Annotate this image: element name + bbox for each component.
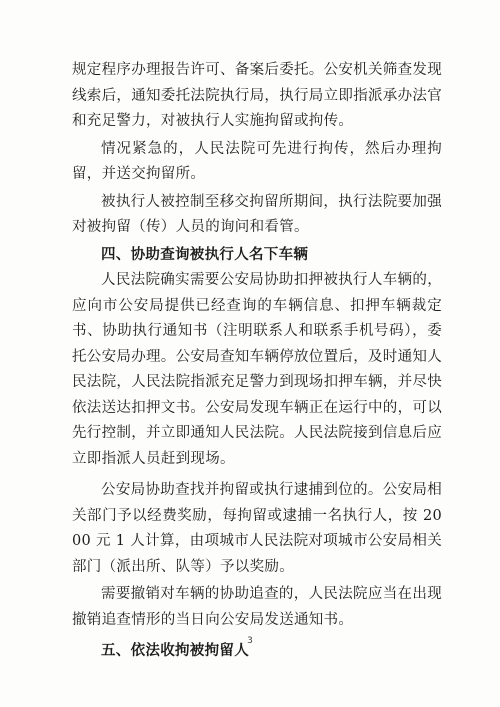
- paragraph-warrant-procedure: 规定程序办理报告许可、备案后委托。公安机关筛查发现线索后，通知委托法院执行局，执行局立即指派承办法官和充足警力，对被执行人实施拘留或拘传。: [72, 62, 442, 129]
- paragraph-custody-supervision: 被执行人被控制至移交拘留所期间，执行法院要加强对被拘留（传）人员的询问和看管。: [72, 193, 442, 235]
- section-heading-vehicle-inquiry: 四、协助查询被执行人名下车辆: [101, 246, 309, 263]
- paragraph-reward: 公安局协助查找并拘留或执行逮捕到位的。公安局相关部门予以经费奖励，每拘留或逮捕一名执行人，按 2000 元 1 人计算，由项城市人民法院对项城市公安局相关部门（派出所、队等）予以奖励。: [72, 482, 442, 575]
- section-heading-detention: 五、依法收拘被拘留人: [101, 643, 249, 659]
- paragraph-emergency-summons: 情况紧急的，人民法院可先进行拘传，然后办理拘留，并送交拘留所。: [72, 140, 442, 182]
- page-number: 3: [247, 636, 253, 646]
- paragraph-vehicle-seizure: 人民法院确实需要公安局协助扣押被执行人车辆的，应向市公安局提供已经查询的车辆信息、扣押车辆裁定书、协助执行通知书（注明联系人和联系手机号码），委托公安局办理。公安局查知车辆停放位置后，及时通知人民法院，人民法院指派充足警力到现场扣押车辆，并尽快依法送达扣押文书。公安局发现车辆正在运行中的，可以先行控制，并立即通知人民法院。人民法院接到信息后应立即指派人员赶到现场。: [72, 272, 442, 467]
- paragraph-cancel-pursuit: 需要撤销对车辆的协助追查的，人民法院应当在出现撤销追查情形的当日向公安局发送通知书。: [72, 586, 442, 628]
- document-body: [72, 58, 442, 665]
